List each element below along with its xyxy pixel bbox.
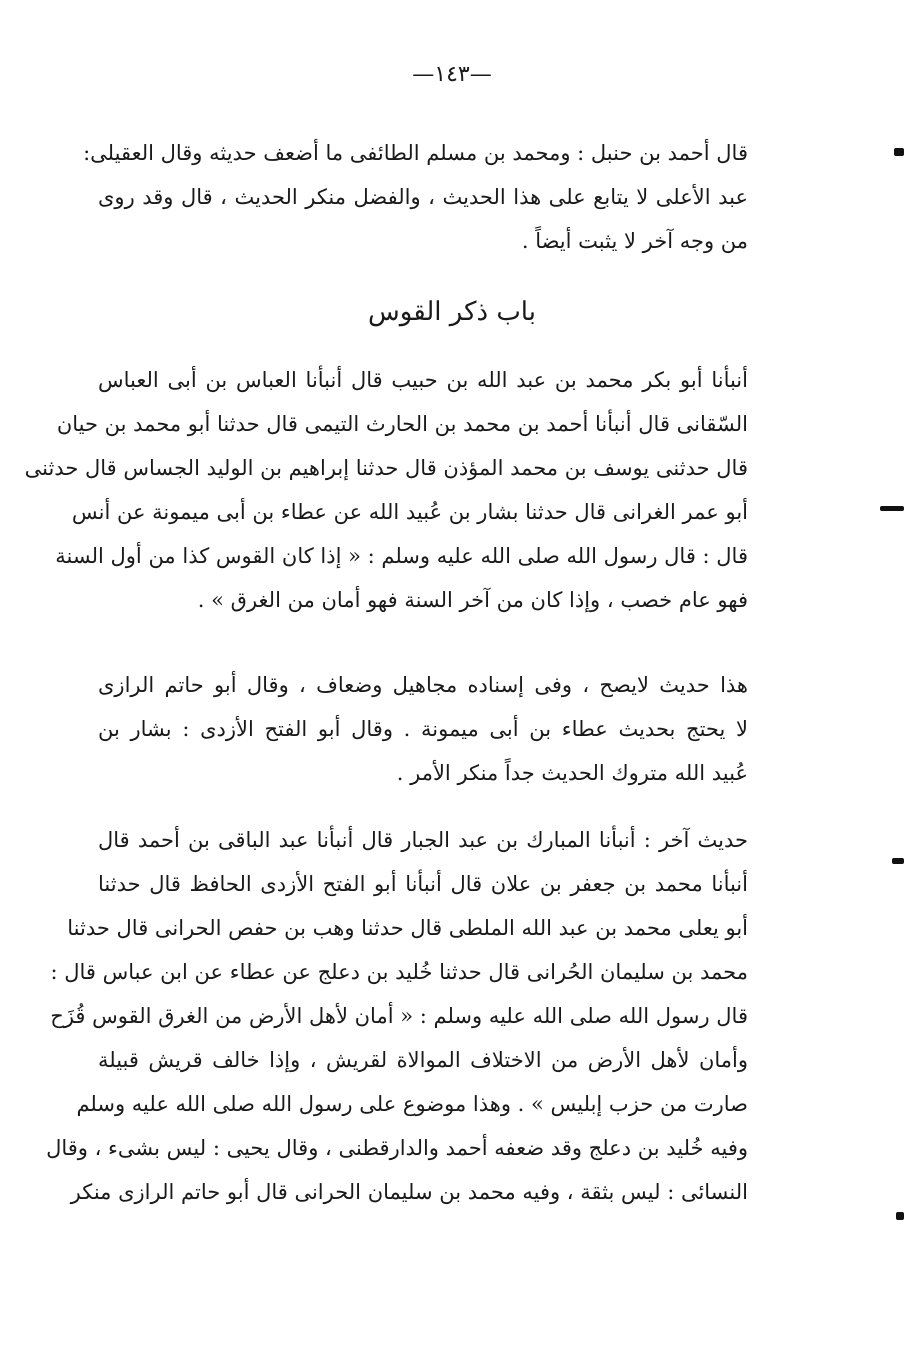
text-line: أنبأنا محمد بن جعفر بن علان قال أنبأنا أبو الفتح الأزدى الحافظ قال حدثنا [98,872,748,896]
text-line: وأمان لأهل الأرض من الاختلاف الموالاة لقريش ، وإذا خالف قريش قبيلة [98,1048,748,1072]
text-line: وفيه خُليد بن دعلج وقد ضعفه أحمد والدارقطنى ، وقال يحيى : ليس بشىء ، وقال [46,1136,748,1160]
hadith-paragraph-1 [24,358,748,622]
margin-mark [896,1212,904,1220]
text-line: أنبأنا أبو بكر محمد بن عبد الله بن حبيب قال أنبأنا العباس بن أبى العباس [98,368,748,392]
page-number: —١٤٣— [412,62,492,87]
text-line: قال أحمد بن حنبل : ومحمد بن مسلم الطائفى ما أضعف حديثه وقال العقيلى: [83,141,748,165]
text-line: قال حدثنى يوسف بن محمد المؤذن قال حدثنا إبراهيم بن الوليد الجساس قال حدثنى [24,456,748,480]
margin-mark [880,506,904,511]
margin-mark [894,148,904,156]
hadith-paragraph-2 [46,818,748,1214]
text-line: عُبيد الله متروك الحديث جداً منكر الأمر . [396,761,748,785]
text-line: عبد الأعلى لا يتابع على هذا الحديث ، والفضل منكر الحديث ، قال وقد روى [98,185,748,209]
text-line: لا يحتج بحديث عطاء بن أبى ميمونة . وقال أبو الفتح الأزدى : بشار بن [98,717,748,741]
section-heading: باب ذكر القوس [368,297,536,327]
text-line: السّقانى قال أنبأنا أحمد بن محمد بن الحارث التيمى قال حدثنا أبو محمد بن حيان [56,412,748,436]
text-line: حديث آخر : أنبأنا المبارك بن عبد الجبار قال أنبأنا عبد الباقى بن أحمد قال [98,828,748,852]
commentary-paragraph [98,663,748,795]
text-line: من وجه آخر لا يثبت أيضاً . [521,229,748,253]
text-line: أبو عمر الغرانى قال حدثنا بشار بن عُبيد الله عن عطاء بن أبى ميمونة عن أنس [71,500,748,524]
text-line: هذا حديث لايصح ، وفى إسناده مجاهيل وضعاف ، وقال أبو حاتم الرازى [98,673,748,697]
text-line: صارت من حزب إبليس » . وهذا موضوع على رسول الله صلى الله عليه وسلم [76,1092,748,1116]
margin-mark [892,858,904,864]
text-line: النسائى : ليس بثقة ، وفيه محمد بن سليمان الحرانى قال أبو حاتم الرازى منكر [70,1180,748,1204]
intro-paragraph [83,131,748,263]
text-line: قال : قال رسول الله صلى الله عليه وسلم : « إذا كان القوس كذا من أول السنة [55,544,748,568]
text-line: فهو عام خصب ، وإذا كان من آخر السنة فهو أمان من الغرق » . [197,588,748,612]
text-line: محمد بن سليمان الحُرانى قال حدثنا خُليد بن دعلج عن عطاء عن ابن عباس قال : [50,960,748,984]
text-line: أبو يعلى محمد بن عبد الله الملطى قال حدثنا وهب بن حفص الحرانى قال حدثنا [67,916,748,940]
text-line: قال رسول الله صلى الله عليه وسلم : « أمان لأهل الأرض من الغرق القوس قُزَح [50,1004,748,1028]
